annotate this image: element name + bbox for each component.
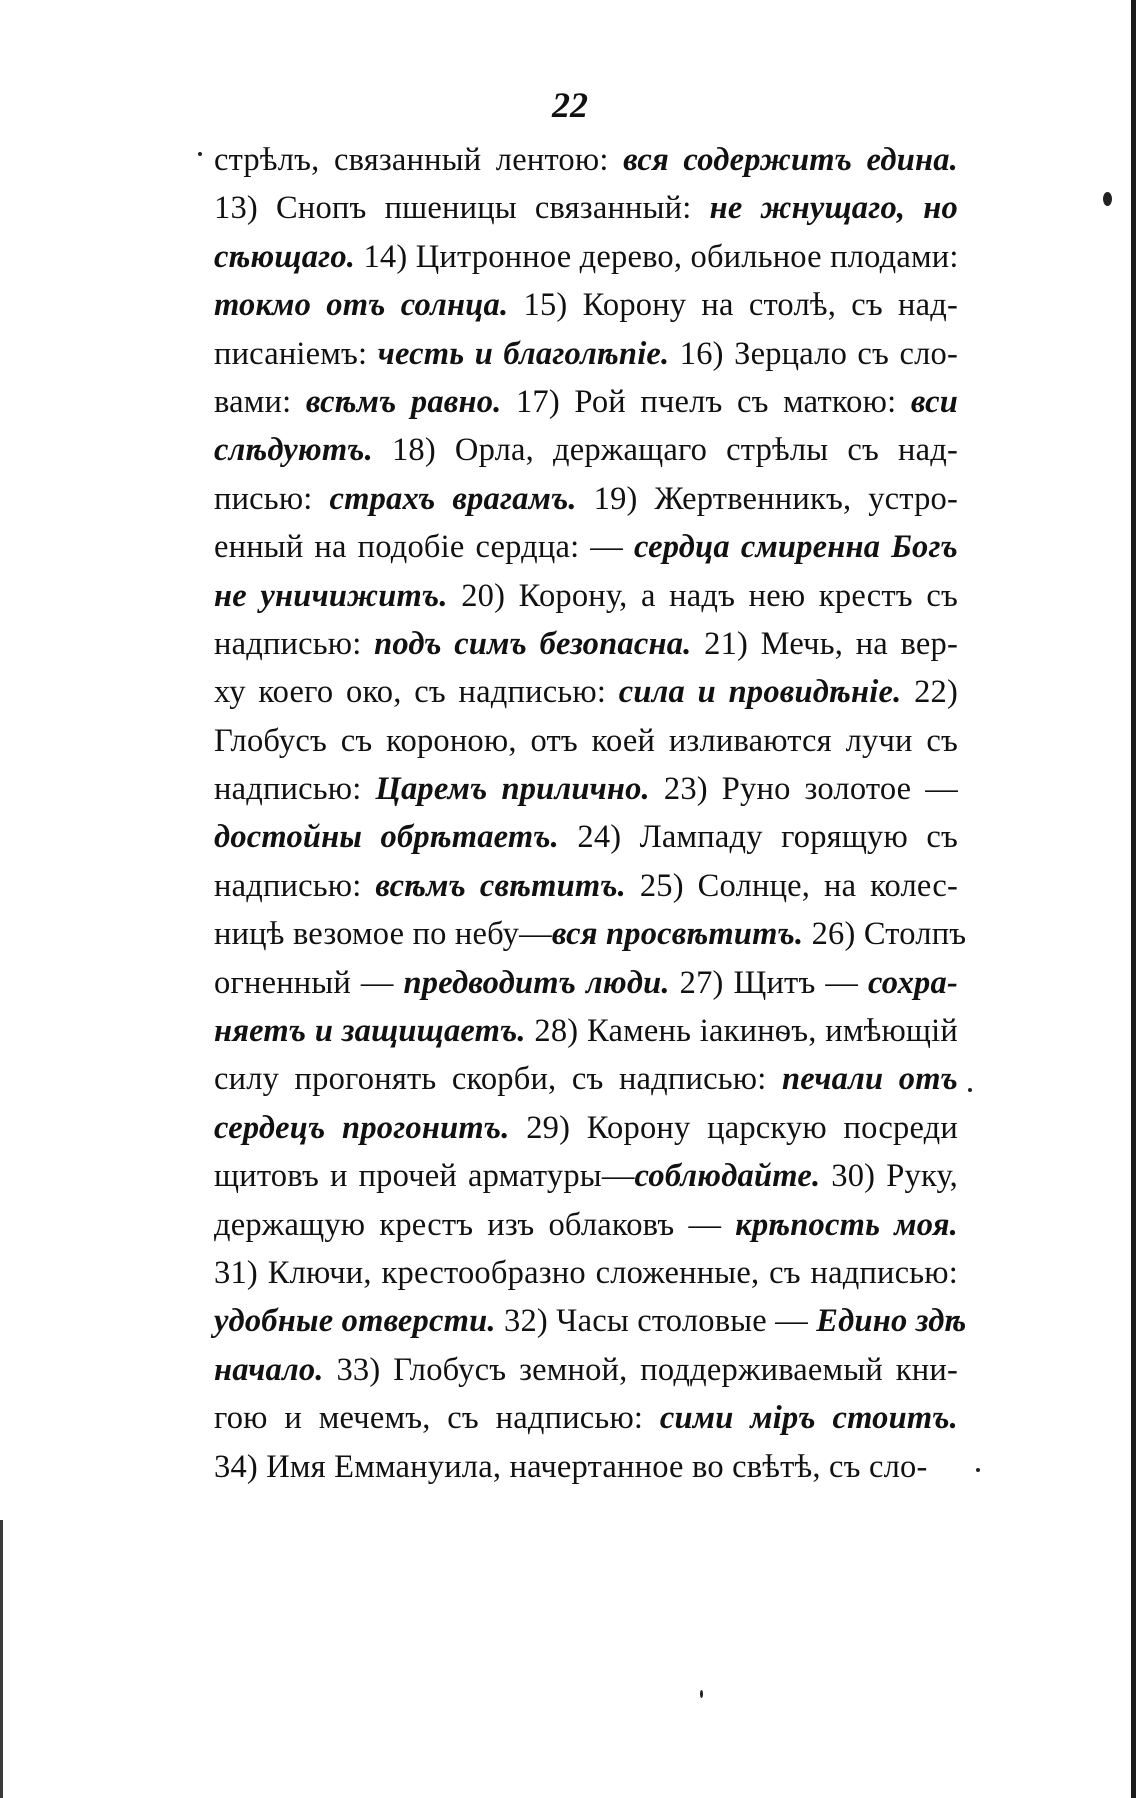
text-line bbox=[214, 1297, 967, 1345]
text-segment: надписью: bbox=[214, 625, 375, 662]
italic-phrase: удобные отверсти. bbox=[214, 1303, 496, 1340]
text-segment: 32) Часы столовые — bbox=[495, 1303, 817, 1340]
text-line bbox=[214, 959, 958, 1007]
text-line bbox=[214, 1055, 958, 1103]
italic-phrase: сердца смиренна Богъ bbox=[633, 529, 959, 566]
ink-speck bbox=[198, 152, 202, 156]
text-line bbox=[214, 1201, 958, 1249]
italic-phrase: токмо отъ солнца. bbox=[214, 287, 509, 324]
text-line bbox=[214, 620, 958, 668]
italic-phrase: вся содержитъ едина. bbox=[623, 142, 958, 178]
ink-speck bbox=[976, 1468, 980, 1472]
text-segment: стрѣлъ, связанный лентою: bbox=[214, 142, 624, 178]
text-segment: ху коего око, съ надписью: bbox=[214, 674, 619, 711]
italic-phrase: страхъ врагамъ. bbox=[329, 480, 577, 517]
text-segment: 26) Столпъ bbox=[803, 916, 967, 953]
body-text bbox=[214, 136, 967, 1491]
text-segment: писаніемъ: bbox=[214, 335, 378, 372]
italic-phrase: Едино здѣ bbox=[816, 1303, 967, 1340]
italic-phrase: не жнущаго, но bbox=[709, 190, 958, 227]
text-line bbox=[214, 1346, 958, 1394]
italic-phrase: честь и благолѣпіе. bbox=[377, 335, 670, 372]
italic-phrase: сила и провидѣніе. bbox=[618, 674, 902, 711]
text-segment: писью: bbox=[214, 480, 330, 517]
text-line bbox=[214, 1249, 958, 1297]
text-segment: держащую крестъ изъ облаковъ — bbox=[214, 1206, 736, 1243]
italic-phrase: всѣмъ равно. bbox=[305, 383, 502, 420]
text-line bbox=[214, 1007, 958, 1055]
text-line bbox=[214, 765, 958, 813]
text-line bbox=[214, 668, 958, 716]
text-segment: щитовъ и прочей арматуры— bbox=[214, 1158, 635, 1195]
text-segment: 20) Корону, а надъ нею крестъ съ bbox=[447, 577, 958, 614]
text-segment: 18) Орла, держащаго стрѣлы съ над- bbox=[372, 432, 958, 469]
text-line bbox=[214, 426, 958, 474]
text-segment: 14) Цитронное дерево, обильное плодами: bbox=[355, 238, 959, 275]
italic-phrase: печали отъ bbox=[781, 1061, 958, 1098]
italic-phrase: не уничижитъ. bbox=[214, 577, 448, 614]
text-segment: 17) Рой пчелъ съ маткою: bbox=[501, 383, 911, 420]
italic-phrase: соблюдайте. bbox=[634, 1158, 821, 1195]
text-segment: надписью: bbox=[214, 867, 376, 904]
text-segment: 24) Лампаду горящую съ bbox=[559, 819, 958, 856]
italic-phrase: подъ симъ безопасна. bbox=[374, 625, 692, 662]
text-line bbox=[214, 523, 958, 571]
text-line bbox=[214, 572, 958, 620]
text-segment: силу прогонять скорби, съ надписью: bbox=[214, 1061, 782, 1098]
italic-phrase: всѣмъ свѣтитъ. bbox=[375, 867, 626, 904]
text-line bbox=[214, 136, 958, 184]
text-line bbox=[214, 910, 967, 958]
text-segment: 31) Ключи, крестообразно сложенные, съ надписью: bbox=[214, 1254, 958, 1291]
italic-phrase: крѣпость моя. bbox=[735, 1206, 958, 1243]
text-segment: 29) Корону царскую посреди bbox=[509, 1109, 958, 1146]
italic-phrase: вси bbox=[910, 383, 959, 420]
left-edge-shadow bbox=[0, 1520, 3, 1798]
text-line bbox=[214, 1394, 958, 1442]
text-segment: енный на подобіе сердца: — bbox=[214, 529, 634, 566]
text-segment: 34) Имя Еммануила, начертанное во свѣтѣ, съ сло- bbox=[214, 1448, 928, 1485]
text-segment: 13) Снопъ пшеницы связанный: bbox=[214, 190, 710, 227]
text-line bbox=[214, 378, 958, 426]
text-segment: 19) Жертвенникъ, устро- bbox=[576, 480, 958, 517]
text-segment: надписью: bbox=[214, 771, 376, 808]
text-segment: 33) Глобусъ земной, поддерживаемый кни- bbox=[323, 1351, 958, 1388]
text-line bbox=[214, 1443, 958, 1491]
text-segment: 30) Руку, bbox=[820, 1158, 958, 1195]
text-segment: огненный — bbox=[214, 964, 404, 1001]
ink-speck bbox=[1103, 192, 1112, 206]
italic-phrase: предводитъ люди. bbox=[403, 964, 670, 1001]
text-line bbox=[214, 862, 958, 910]
text-line bbox=[214, 330, 958, 378]
text-segment: гою и мечемъ, съ надписью: bbox=[214, 1400, 660, 1437]
text-segment: 25) Солнце, на колес- bbox=[625, 867, 958, 904]
text-line bbox=[214, 717, 958, 765]
text-line bbox=[214, 1152, 958, 1200]
italic-phrase: сохра- bbox=[867, 964, 958, 1001]
page-number: 22 bbox=[552, 85, 588, 125]
italic-phrase: начало. bbox=[214, 1351, 324, 1388]
italic-phrase: сердецъ прогонитъ. bbox=[214, 1109, 510, 1146]
text-segment: вами: bbox=[214, 383, 306, 420]
italic-phrase: сѣющаго. bbox=[214, 238, 356, 275]
page-edge-shadow bbox=[1131, 0, 1136, 1798]
text-line bbox=[214, 1104, 958, 1152]
text-line bbox=[214, 475, 958, 523]
text-segment: 16) Зерцало съ сло- bbox=[669, 335, 958, 372]
text-line bbox=[214, 281, 958, 329]
text-segment: 22) bbox=[901, 674, 958, 711]
italic-phrase: вся просвѣтитъ. bbox=[551, 916, 804, 953]
italic-phrase: сими міръ стоитъ. bbox=[659, 1400, 958, 1437]
italic-phrase: слѣдуютъ. bbox=[214, 432, 373, 469]
italic-phrase: достойны обрѣтаетъ. bbox=[214, 819, 559, 856]
text-segment: 21) Мечь, на вер- bbox=[691, 625, 958, 662]
text-line bbox=[214, 184, 958, 232]
text-line bbox=[214, 233, 958, 281]
text-segment: 23) Руно золотое — bbox=[649, 771, 958, 808]
ink-speck bbox=[968, 1088, 972, 1092]
text-segment: Глобусъ съ короною, отъ коей изливаются лучи съ bbox=[214, 722, 958, 759]
italic-phrase: Царемъ прилично. bbox=[375, 771, 650, 808]
text-line bbox=[214, 813, 958, 861]
text-segment: 27) Щитъ — bbox=[669, 964, 868, 1001]
text-segment: 15) Корону на столѣ, съ над- bbox=[508, 287, 958, 324]
italic-phrase: няетъ и защищаетъ. bbox=[214, 1013, 526, 1050]
text-segment: 28) Камень іакинѳъ, имѣющій bbox=[525, 1013, 958, 1050]
text-segment: ницѣ везомое по небу— bbox=[214, 916, 552, 953]
ink-speck bbox=[700, 1690, 703, 1698]
